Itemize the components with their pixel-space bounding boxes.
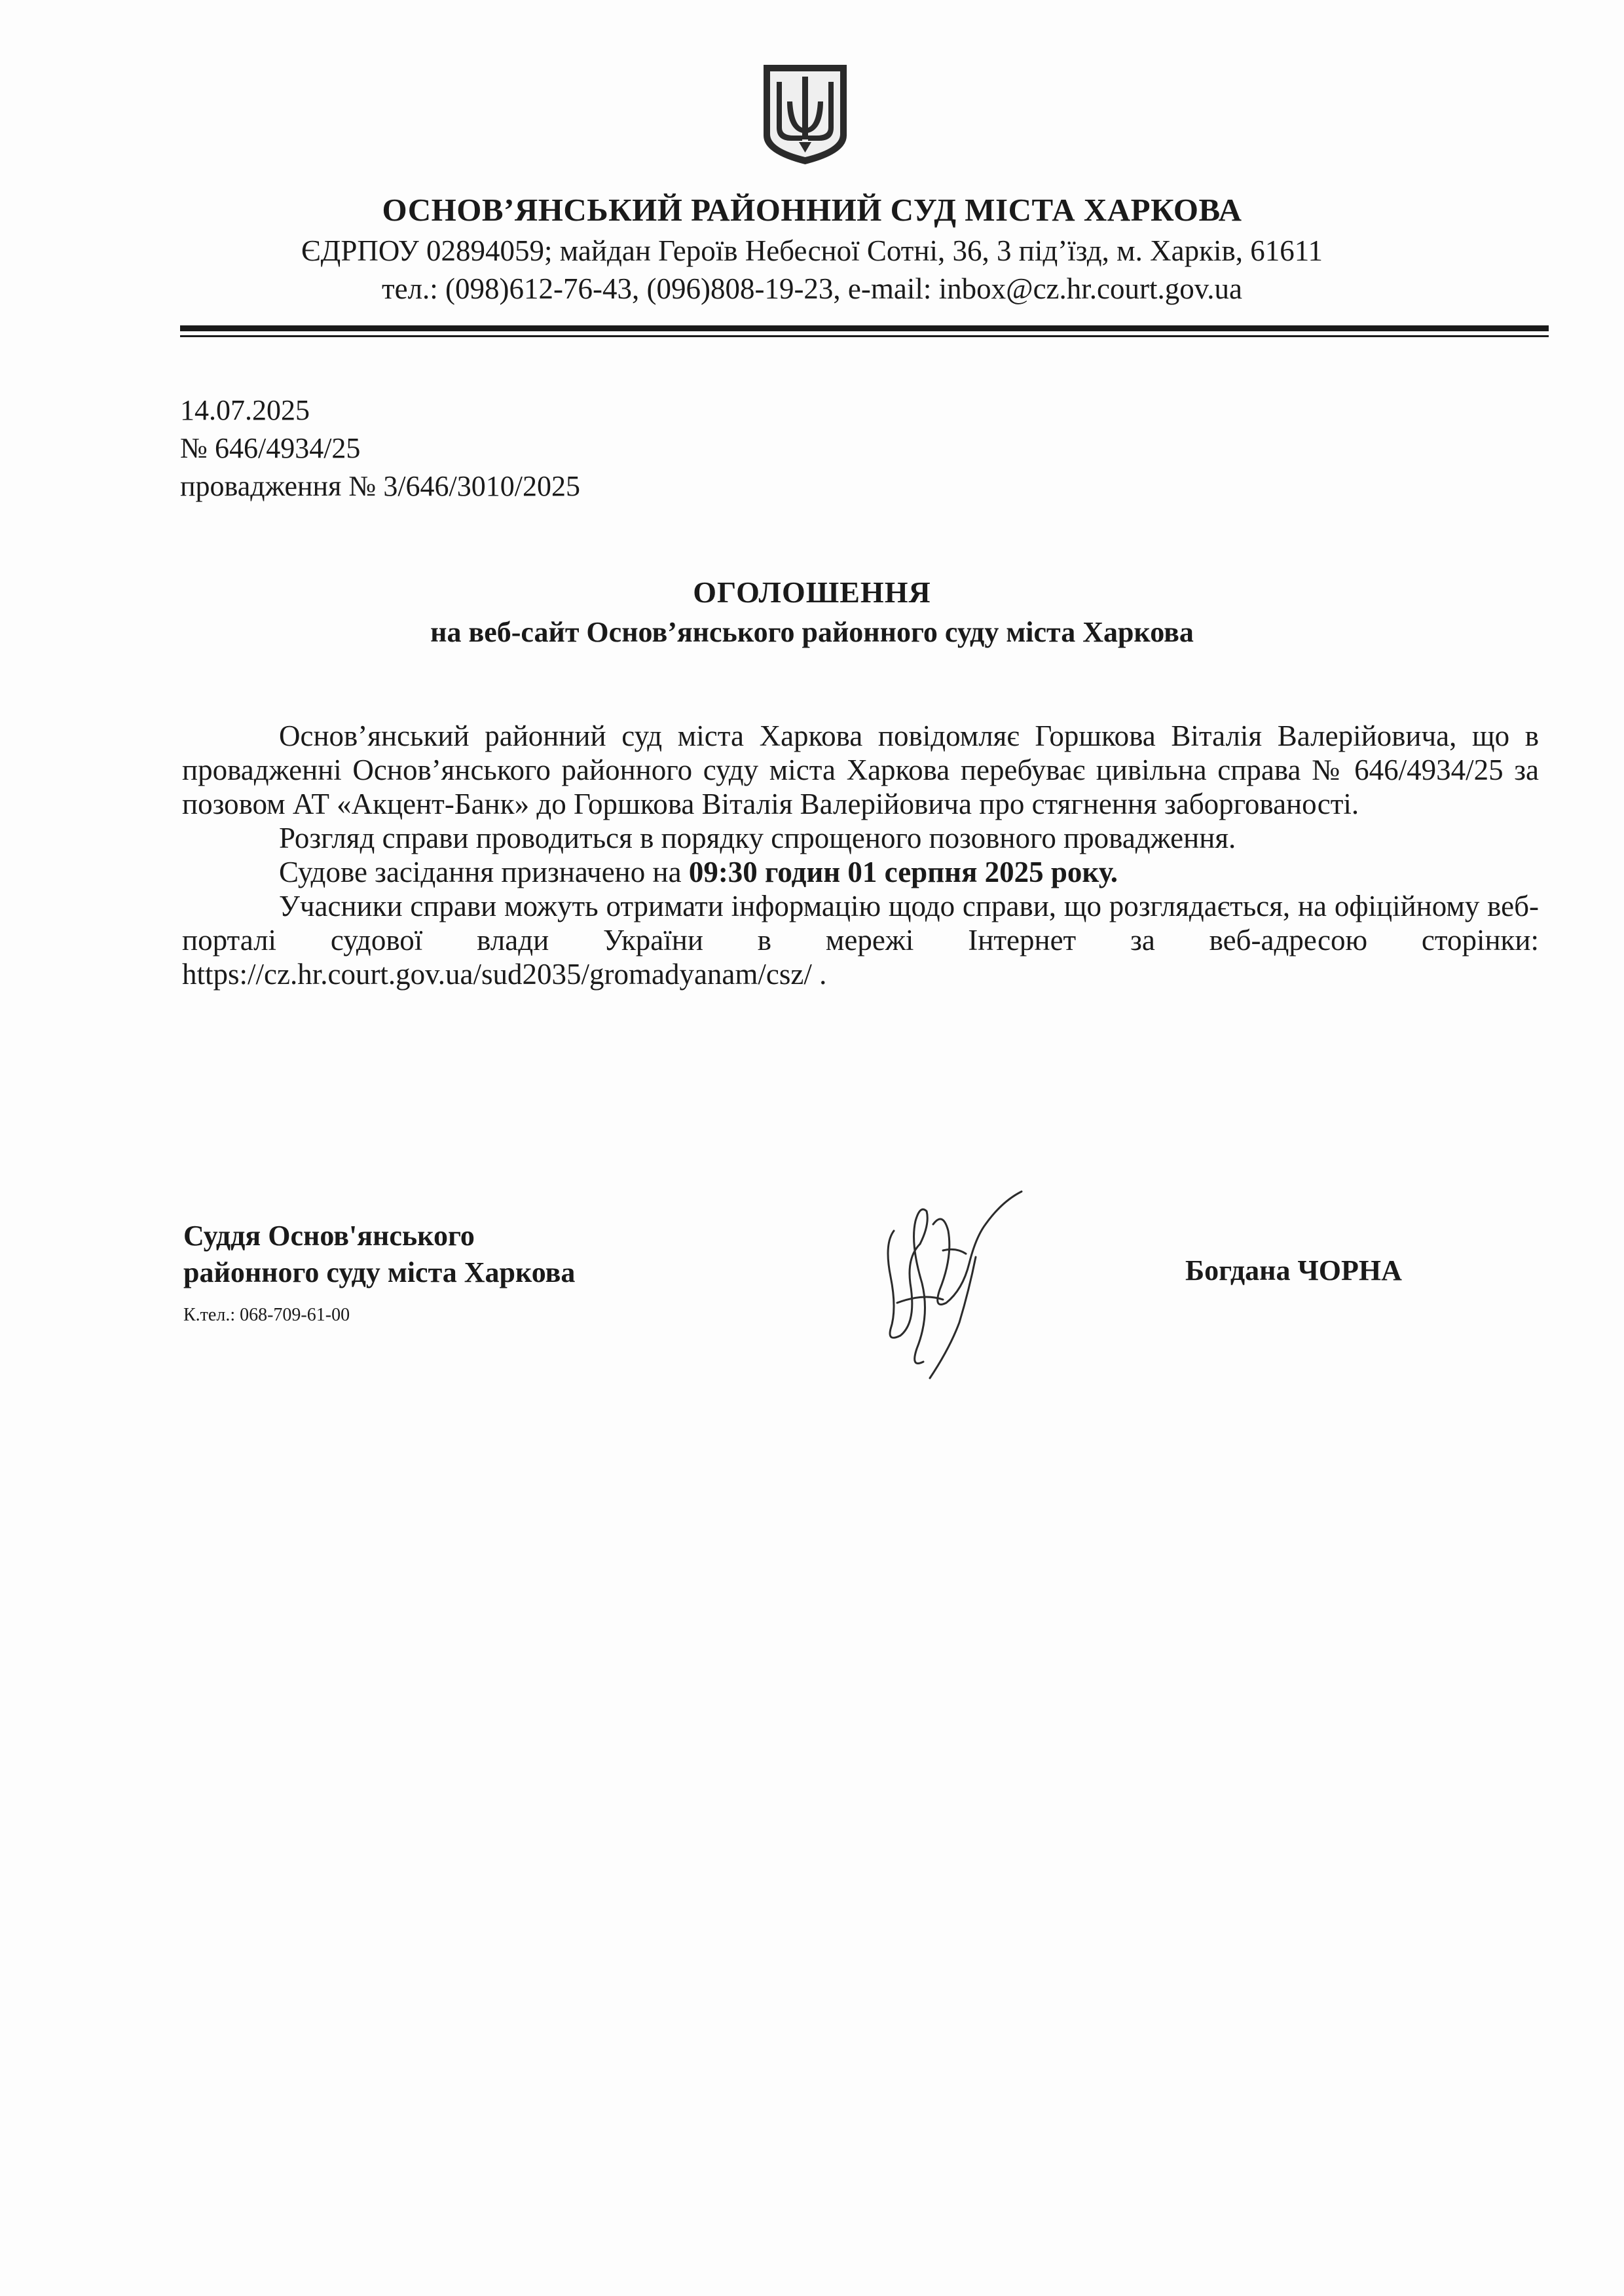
hearing-datetime: 09:30 годин 01 серпня 2025 року.	[688, 856, 1118, 888]
hearing-prefix: Судове засідання призначено на	[279, 856, 689, 888]
document-date: 14.07.2025	[180, 394, 310, 426]
body-paragraph: Основ’янський районний суд міста Харкова повідомляє Горшкова Віталія Валерійовича, що в провадженні Основ’янського районного суду міста Харкова перебуває цивільна справа № 646/4934/25 за позовом АТ «Акцент-Банк» до Горшкова Віталія Валерійовича про стягнення заборгованості.	[182, 720, 1539, 820]
court-name: ОСНОВ’ЯНСЬКИЙ РАЙОННИЙ СУД МІСТА ХАРКОВА	[382, 192, 1242, 228]
proceeding-number: провадження № 3/646/3010/2025	[180, 470, 580, 502]
announcement-title: ОГОЛОШЕННЯ	[693, 575, 931, 609]
court-address: ЄДРПОУ 02894059; майдан Героїв Небесної Сотні, 36, 3 під’їзд, м. Харків, 61611	[301, 234, 1323, 267]
judge-name: Богдана ЧОРНА	[1185, 1254, 1402, 1286]
announcement-body	[182, 719, 1539, 991]
body-paragraph: Учасники справи можуть отримати інформацію щодо справи, що розглядається, на офіційному веб-порталі судової влади України в мережі Інтернет за веб-адресою сторінки: https://cz.hr.court.gov.ua/sud2035/gromadyanam/csz/ .	[182, 890, 1539, 991]
document-meta	[180, 392, 580, 505]
body-paragraph	[182, 855, 1539, 889]
court-contacts: тел.: (098)612-76-43, (096)808-19-23, e-mail: inbox@cz.hr.court.gov.ua	[381, 272, 1243, 305]
judge-position-line: Суддя Основ'янського	[183, 1220, 475, 1252]
header-divider-thin	[180, 335, 1549, 337]
judge-position-line: районного суду міста Харкова	[183, 1256, 576, 1288]
handwritten-signature	[871, 1185, 1028, 1381]
body-paragraph: Розгляд справи проводиться в порядку спрощеного позовного провадження.	[279, 822, 1236, 854]
header-divider-thick	[180, 325, 1549, 331]
judge-position	[183, 1218, 575, 1291]
announcement-subtitle: на веб-сайт Основ’янського районного суду міста Харкова	[430, 616, 1194, 648]
judge-phone: К.тел.: 068-709-61-00	[183, 1305, 350, 1325]
case-number: № 646/4934/25	[180, 432, 361, 464]
trident-icon	[761, 62, 849, 167]
